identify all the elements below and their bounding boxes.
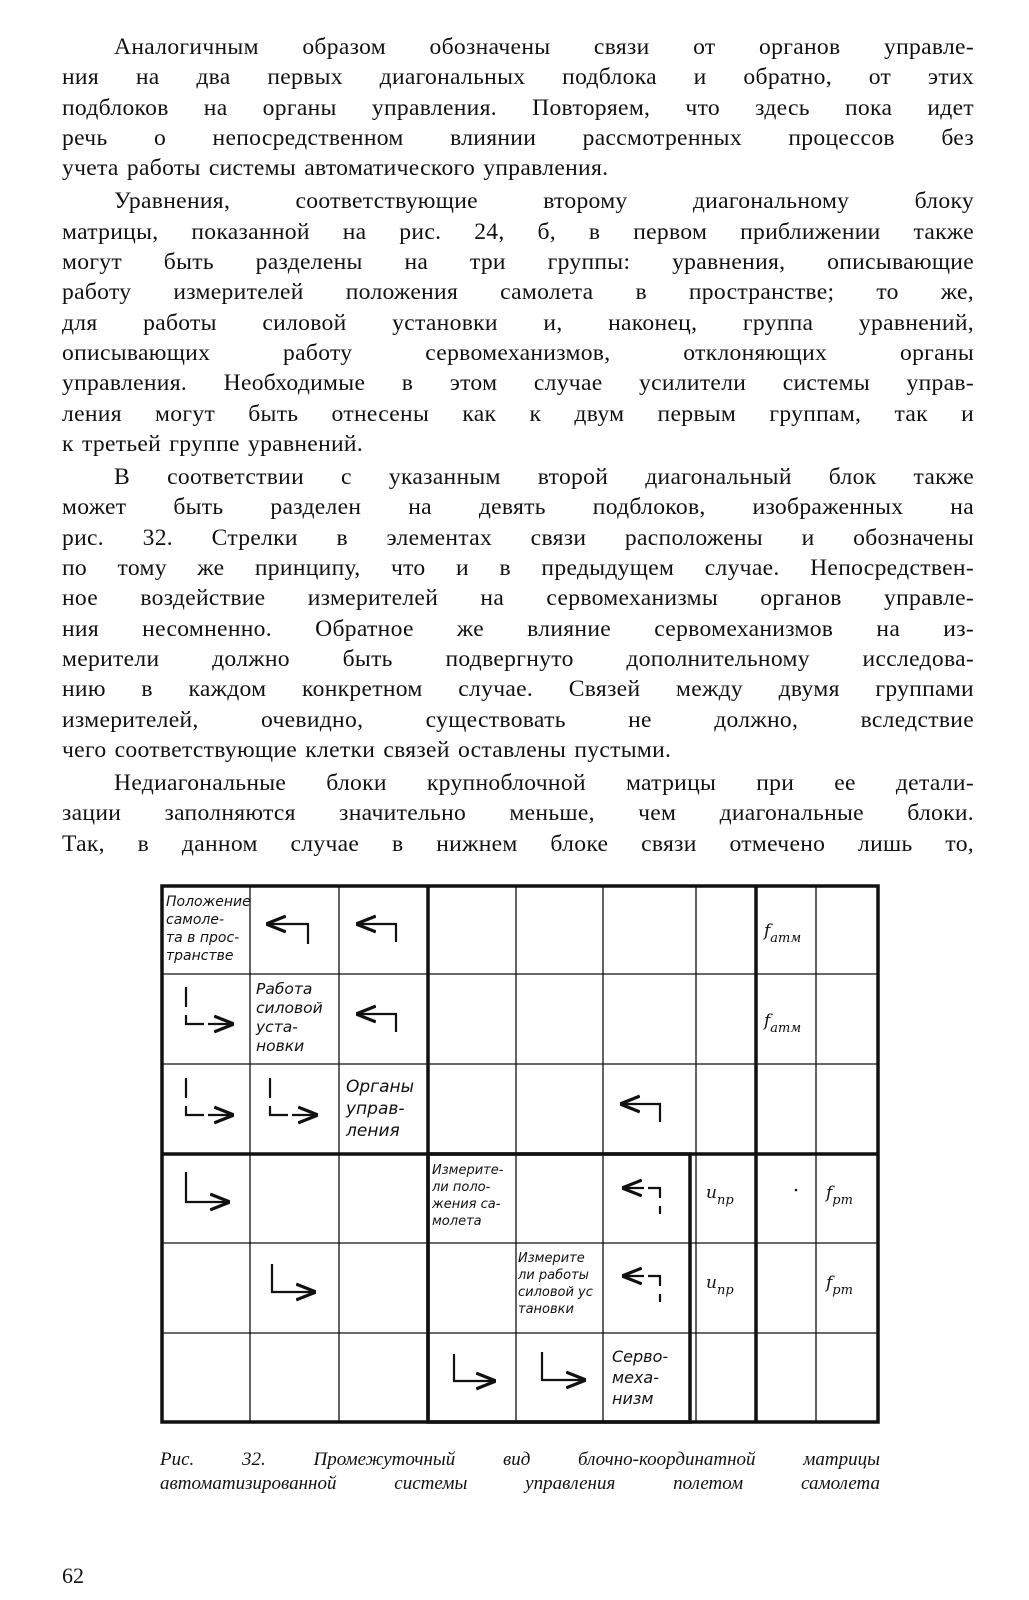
text-line: управления. Необходимые в этом случае усилители системы управ-: [62, 370, 974, 397]
speck-mark: [795, 1189, 798, 1192]
figure-caption: [160, 1448, 880, 1496]
text-line: учета работы системы автоматического управления.: [62, 155, 609, 182]
arrow-right-solid: [542, 1352, 584, 1380]
arrow-right-dashed-stem: [186, 987, 204, 1024]
text-line: измерителей, очевидно, существовать не должно, вследствие: [62, 706, 974, 733]
var-f-rm: $f_{рm}$: [826, 1183, 853, 1208]
cell-label-powerplant-meters: Измерите ли работы силовой ус тановки: [518, 1251, 593, 1317]
text-line: речь о непосредственном влиянии рассмотренных процессов без: [62, 124, 974, 151]
page-number: 62: [62, 1563, 84, 1588]
paragraph-3: [62, 462, 974, 765]
text-line: зации заполняются значительно меньше, чем диагональные блоки.: [62, 800, 974, 827]
text-line: описывающих работу сервомеханизмов, отклоняющих органы: [62, 339, 974, 366]
cell-label-position-meters: Измерите- ли поло- жения са- молета: [432, 1163, 504, 1229]
arrow-right-solid: [454, 1354, 494, 1381]
paragraph-2: [62, 186, 974, 459]
text-line: ния на два первых диагональных подблока и обратно, от этих: [62, 64, 974, 91]
text-line: рис. 32. Стрелки в элементах связи расположены и обозначены: [62, 524, 974, 551]
page-text: [62, 32, 974, 859]
text-line: матрицы, показанной на рис. 24, б, в первом приближении также: [62, 218, 974, 245]
arrow-left-solid: [358, 924, 396, 942]
arrow-right-dashed-stem: [270, 1078, 288, 1115]
text-line: может быть разделен на девять подблоков, изображенных на: [62, 494, 974, 521]
cell-label-servo: Серво- меха- низм: [612, 1347, 669, 1408]
arrow-right-solid: [272, 1264, 314, 1292]
text-line: нию в каждом конкретном случае. Связей между двумя группами: [62, 676, 974, 703]
arrow-left-dashed-stem: [648, 1276, 660, 1302]
text-line: В соответствии с указанным второй диагональный блок также: [114, 464, 974, 491]
paragraph-4: [62, 768, 974, 859]
text-line: к третьей группе уравнений.: [62, 430, 364, 457]
cell-label-powerplant: Работа силовой уста- новки: [256, 980, 323, 1055]
text-line: ное воздействие измерителей на сервомеханизмы органов управле-: [62, 585, 974, 612]
text-line: Уравнения, соответствующие второму диагональному блоку: [114, 188, 974, 215]
text-line: Так, в данном случае в нижнем блоке связи отмечено лишь то,: [62, 830, 974, 857]
paragraph-1: [62, 32, 974, 183]
var-u-pr: $u_{пр}$: [706, 1183, 734, 1208]
text-line: мерители должно быть подвергнуто дополнительному исследова-: [62, 645, 974, 672]
text-line: Аналогичным образом обозначены связи от органов управле-: [114, 34, 974, 60]
text-line: по тому же принципу, что и в предыдущем случае. Непосредствен-: [62, 555, 974, 582]
caption-line-1: Рис. 32. Промежуточный вид блочно-координатной матрицы: [160, 1449, 880, 1470]
arrow-left-solid: [358, 1014, 396, 1032]
arrow-left-dashed-stem: [648, 1188, 660, 1214]
cell-label-position: Положение самоле- та в прос- транстве: [166, 894, 251, 964]
cell-label-control-surfaces: Органы управ- ления: [346, 1077, 415, 1141]
block-matrix-figure: [160, 884, 880, 1424]
text-line: работу измерителей положения самолета в пространстве; то же,: [62, 279, 974, 306]
text-line: ния несомненно. Обратное же влияние сервомеханизмов на из-: [62, 615, 974, 642]
text-line: чего соответствующие клетки связей оставлены пустыми.: [62, 736, 672, 763]
text-line: подблоков на органы управления. Повторяем, что здесь пока идет: [62, 94, 974, 121]
text-line: Недиагональные блоки крупноблочной матрицы при ее детали-: [114, 770, 974, 797]
arrow-left-solid: [622, 1104, 660, 1122]
var-f-atm: $f_{атм}$: [764, 921, 802, 946]
text-line: ления могут быть отнесены как к двум первым группам, так и: [62, 400, 974, 427]
matrix-grid: [162, 886, 878, 1422]
var-f-atm: $f_{атм}$: [764, 1011, 802, 1036]
arrow-left-solid: [268, 924, 308, 944]
caption-line-2: автоматизированной системы управления полетом самолета: [160, 1473, 880, 1494]
text-line: могут быть разделены на три группы: уравнения, описывающие: [62, 249, 974, 276]
var-f-rm: $f_{рm}$: [826, 1273, 853, 1298]
arrow-right-solid: [186, 1172, 228, 1202]
var-u-pr: $u_{пр}$: [706, 1273, 734, 1298]
arrow-right-dashed-stem: [186, 1078, 204, 1115]
text-line: для работы силовой установки и, наконец, группа уравнений,: [62, 309, 974, 336]
